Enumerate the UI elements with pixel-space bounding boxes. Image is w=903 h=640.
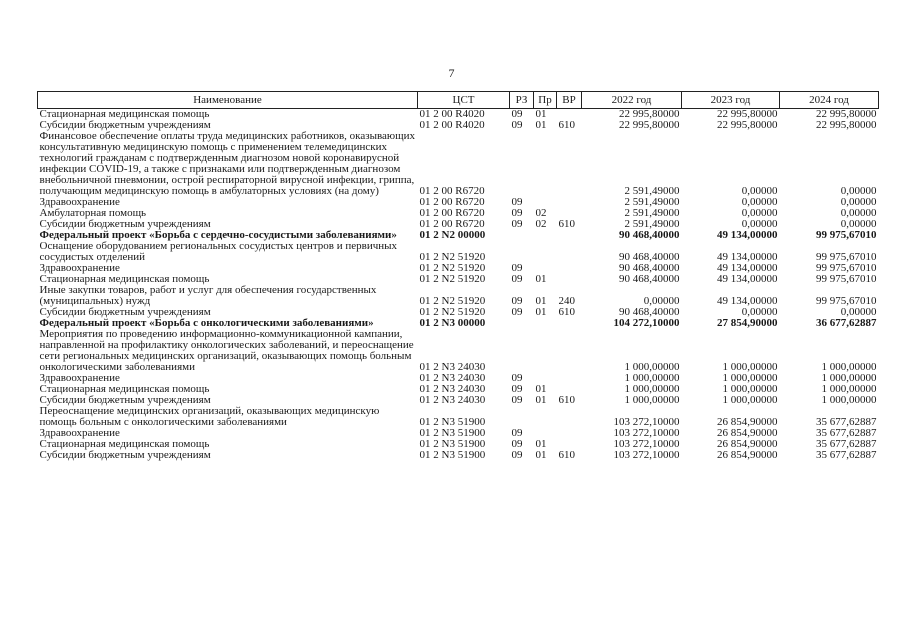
row-value-2024: 22 995,80000 xyxy=(816,108,877,120)
row-name: Стационарная медицинская помощь xyxy=(39,383,210,395)
row-rz: 09 xyxy=(511,449,523,461)
row-value-2022: 2 591,49000 xyxy=(624,207,680,219)
row-name: Субсидии бюджетным учреждениям xyxy=(39,218,211,230)
row-cst: 01 2 00 R6720 xyxy=(419,218,485,230)
row-rz xyxy=(510,406,534,428)
row-rz: 09 xyxy=(511,108,523,120)
row-vr xyxy=(557,241,582,263)
row-value-2023: 1 000,00000 xyxy=(722,361,778,373)
row-value-2024: 0,00000 xyxy=(840,196,877,208)
row-vr xyxy=(557,318,582,329)
row-vr: 610 xyxy=(558,218,575,230)
row-cst: 01 2 N3 24030 xyxy=(419,361,486,373)
row-value-2022: 90 468,40000 xyxy=(619,229,680,241)
row-name: Субсидии бюджетным учреждениям xyxy=(39,449,211,461)
row-value-2024: 35 677,62887 xyxy=(816,427,877,439)
row-value-2023: 26 854,90000 xyxy=(717,427,778,439)
row-pr: 01 xyxy=(535,449,547,461)
row-pr xyxy=(534,318,557,329)
row-value-2023: 49 134,00000 xyxy=(717,229,778,241)
row-value-2022: 90 468,40000 xyxy=(619,251,680,263)
row-value-2024: 99 975,67010 xyxy=(816,273,877,285)
row-value-2023: 0,00000 xyxy=(741,218,778,230)
header-2024: 2024 год xyxy=(780,92,879,109)
row-name: Субсидии бюджетным учреждениям xyxy=(39,119,211,131)
row-value-2022: 2 591,49000 xyxy=(624,196,680,208)
row-value-2022: 22 995,80000 xyxy=(619,108,680,120)
row-vr: 610 xyxy=(558,306,575,318)
row-value-2022: 22 995,80000 xyxy=(619,119,680,131)
table-row xyxy=(38,285,879,307)
row-pr: 01 xyxy=(535,394,547,406)
row-cst: 01 2 00 R6720 xyxy=(419,196,485,208)
row-rz: 09 xyxy=(511,119,523,131)
row-pr xyxy=(534,406,557,428)
row-value-2024: 1 000,00000 xyxy=(821,361,877,373)
row-vr xyxy=(557,373,582,384)
row-value-2022: 1 000,00000 xyxy=(624,361,680,373)
row-cst: 01 2 N3 24030 xyxy=(419,372,486,384)
row-name: Субсидии бюджетным учреждениям xyxy=(39,394,211,406)
row-name: Стационарная медицинская помощь xyxy=(39,273,210,285)
row-cst: 01 2 N3 00000 xyxy=(419,317,486,329)
table-row xyxy=(38,450,879,461)
row-vr: 610 xyxy=(558,119,575,131)
row-pr xyxy=(534,131,557,197)
row-value-2022: 2 591,49000 xyxy=(624,218,680,230)
row-vr xyxy=(557,263,582,274)
row-value-2022: 103 272,10000 xyxy=(613,416,680,428)
row-value-2022: 103 272,10000 xyxy=(613,438,680,450)
row-name: Федеральный проект «Борьба с сердечно-сосудистыми заболеваниями» xyxy=(39,229,397,241)
row-cst: 01 2 N3 51900 xyxy=(419,416,486,428)
row-name: Федеральный проект «Борьба с онкологическими заболеваниями» xyxy=(39,317,374,329)
row-pr: 01 xyxy=(535,383,547,395)
row-rz: 09 xyxy=(511,383,523,395)
page-number: 7 xyxy=(448,66,455,80)
row-rz: 09 xyxy=(511,427,523,439)
table-row xyxy=(38,131,879,197)
row-cst: 01 2 00 R4020 xyxy=(419,119,485,131)
table-row xyxy=(38,329,879,373)
row-pr: 02 xyxy=(535,207,547,219)
row-value-2024: 36 677,62887 xyxy=(816,317,877,329)
row-rz: 09 xyxy=(511,295,523,307)
header-vr: ВР xyxy=(557,92,582,109)
row-vr xyxy=(557,230,582,241)
row-rz xyxy=(510,318,534,329)
row-value-2024: 0,00000 xyxy=(840,218,877,230)
row-name: Мероприятия по проведению информационно-коммуникационной кампании, направленной на профилактику онкологических заболеваний, и переоснащение сети региональных медицинских организаций, оказывающих помощь больным онкологическими заболеваниями xyxy=(39,328,414,373)
row-pr: 02 xyxy=(535,218,547,230)
row-cst: 01 2 N2 51920 xyxy=(419,295,486,307)
row-name: Здравоохранение xyxy=(39,262,120,274)
row-value-2023: 0,00000 xyxy=(741,196,778,208)
row-cst: 01 2 00 R4020 xyxy=(419,108,485,120)
row-name: Оснащение оборудованием региональных сосудистых центров и первичных сосудистых отделений xyxy=(39,240,398,263)
row-name: Амбулаторная помощь xyxy=(39,207,147,219)
row-rz: 09 xyxy=(511,306,523,318)
row-pr: 01 xyxy=(535,119,547,131)
row-value-2024: 22 995,80000 xyxy=(816,119,877,131)
row-name: Иные закупки товаров, работ и услуг для обеспечения государственных (муниципальных) нужд xyxy=(39,284,377,307)
row-value-2024: 0,00000 xyxy=(840,207,877,219)
header-rz: РЗ xyxy=(510,92,534,109)
row-value-2024: 99 975,67010 xyxy=(816,251,877,263)
row-vr xyxy=(557,329,582,373)
row-pr xyxy=(534,329,557,373)
row-value-2023: 22 995,80000 xyxy=(717,108,778,120)
row-value-2022: 90 468,40000 xyxy=(619,306,680,318)
row-name: Стационарная медицинская помощь xyxy=(39,108,210,120)
row-name: Субсидии бюджетным учреждениям xyxy=(39,306,211,318)
row-vr xyxy=(557,197,582,208)
row-value-2024: 35 677,62887 xyxy=(816,416,877,428)
row-cst: 01 2 N2 51920 xyxy=(419,306,486,318)
row-value-2024: 35 677,62887 xyxy=(816,449,877,461)
row-cst: 01 2 N2 51920 xyxy=(419,273,486,285)
row-vr: 610 xyxy=(558,394,575,406)
row-value-2023: 49 134,00000 xyxy=(717,251,778,263)
row-rz: 09 xyxy=(511,438,523,450)
row-value-2024: 1 000,00000 xyxy=(821,383,877,395)
row-name: Переоснащение медицинских организаций, оказывающих медицинскую помощь больным с онкологическими заболеваниями xyxy=(39,405,380,428)
row-value-2024: 1 000,00000 xyxy=(821,394,877,406)
row-rz: 09 xyxy=(511,196,523,208)
row-pr: 01 xyxy=(535,273,547,285)
row-value-2023: 27 854,90000 xyxy=(717,317,778,329)
row-value-2023: 26 854,90000 xyxy=(717,438,778,450)
row-value-2024: 99 975,67010 xyxy=(816,262,877,274)
table-row xyxy=(38,241,879,263)
header-2022: 2022 год xyxy=(582,92,682,109)
row-value-2023: 0,00000 xyxy=(741,306,778,318)
row-value-2023: 0,00000 xyxy=(741,185,778,197)
row-rz: 09 xyxy=(511,218,523,230)
row-value-2022: 1 000,00000 xyxy=(624,372,680,384)
row-value-2023: 49 134,00000 xyxy=(717,262,778,274)
row-value-2022: 1 000,00000 xyxy=(624,394,680,406)
row-value-2023: 1 000,00000 xyxy=(722,372,778,384)
header-name: Наименование xyxy=(38,92,418,109)
row-value-2024: 0,00000 xyxy=(840,306,877,318)
row-cst: 01 2 N3 24030 xyxy=(419,394,486,406)
table-row xyxy=(38,406,879,428)
row-value-2024: 99 975,67010 xyxy=(816,229,877,241)
row-value-2022: 103 272,10000 xyxy=(613,449,680,461)
row-rz xyxy=(510,241,534,263)
row-value-2024: 35 677,62887 xyxy=(816,438,877,450)
row-cst: 01 2 00 R6720 xyxy=(419,185,485,197)
row-vr: 240 xyxy=(558,295,575,307)
row-pr xyxy=(534,230,557,241)
row-pr: 01 xyxy=(535,295,547,307)
row-cst: 01 2 N3 24030 xyxy=(419,383,486,395)
row-value-2024: 1 000,00000 xyxy=(821,372,877,384)
row-value-2024: 0,00000 xyxy=(840,185,877,197)
row-value-2022: 1 000,00000 xyxy=(624,383,680,395)
table-body xyxy=(38,109,879,462)
row-cst: 01 2 N3 51900 xyxy=(419,427,486,439)
row-name: Здравоохранение xyxy=(39,427,120,439)
row-value-2024: 99 975,67010 xyxy=(816,295,877,307)
row-rz: 09 xyxy=(511,273,523,285)
row-value-2023: 22 995,80000 xyxy=(717,119,778,131)
row-cst: 01 2 N2 51920 xyxy=(419,262,486,274)
row-value-2022: 90 468,40000 xyxy=(619,262,680,274)
row-rz: 09 xyxy=(511,394,523,406)
row-rz: 09 xyxy=(511,207,523,219)
row-vr xyxy=(557,274,582,285)
row-vr xyxy=(557,428,582,439)
row-pr: 01 xyxy=(535,306,547,318)
row-value-2023: 0,00000 xyxy=(741,207,778,219)
row-name: Финансовое обеспечение оплаты труда медицинских работников, оказывающих консультативную медицинскую помощь с применением телемедицинских технологий гражданам с подтвержденным диагнозом новой коронавирусной инфекции COVID-19, а также с признаками или подтвержденным диагнозом внебольничной пневмонии, острой респираторной вирусной инфекции, гриппа, получающим медицинскую помощь в амбулаторных условиях (на дому) xyxy=(39,130,415,197)
row-value-2023: 1 000,00000 xyxy=(722,394,778,406)
row-value-2022: 0,00000 xyxy=(643,295,680,307)
header-pr: Пр xyxy=(534,92,557,109)
header-2023: 2023 год xyxy=(682,92,780,109)
row-cst: 01 2 00 R6720 xyxy=(419,207,485,219)
row-value-2022: 2 591,49000 xyxy=(624,185,680,197)
row-vr: 610 xyxy=(558,449,575,461)
row-vr xyxy=(557,131,582,197)
row-value-2022: 103 272,10000 xyxy=(613,427,680,439)
row-cst: 01 2 N2 00000 xyxy=(419,229,486,241)
row-pr: 01 xyxy=(535,108,547,120)
row-rz xyxy=(510,230,534,241)
row-rz: 09 xyxy=(511,262,523,274)
row-value-2023: 49 134,00000 xyxy=(717,273,778,285)
table-header-row xyxy=(38,92,879,109)
header-cst: ЦСТ xyxy=(418,92,510,109)
row-value-2023: 1 000,00000 xyxy=(722,383,778,395)
row-value-2022: 90 468,40000 xyxy=(619,273,680,285)
row-value-2023: 26 854,90000 xyxy=(717,416,778,428)
row-value-2023: 26 854,90000 xyxy=(717,449,778,461)
row-name: Здравоохранение xyxy=(39,372,120,384)
row-vr xyxy=(557,406,582,428)
row-cst: 01 2 N2 51920 xyxy=(419,251,486,263)
row-rz xyxy=(510,131,534,197)
row-pr: 01 xyxy=(535,438,547,450)
row-cst: 01 2 N3 51900 xyxy=(419,449,486,461)
row-value-2022: 104 272,10000 xyxy=(613,317,680,329)
row-pr xyxy=(534,241,557,263)
row-rz xyxy=(510,329,534,373)
row-value-2023: 49 134,00000 xyxy=(717,295,778,307)
row-cst: 01 2 N3 51900 xyxy=(419,438,486,450)
row-name: Стационарная медицинская помощь xyxy=(39,438,210,450)
row-name: Здравоохранение xyxy=(39,196,120,208)
budget-table xyxy=(37,91,879,461)
row-rz: 09 xyxy=(511,372,523,384)
